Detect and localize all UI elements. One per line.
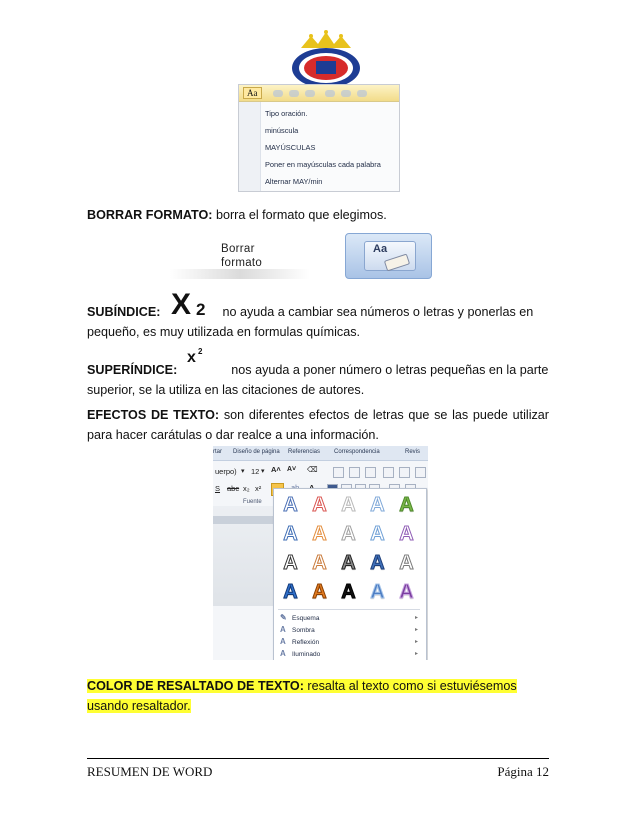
text-effect-style-option[interactable]: A: [370, 581, 385, 603]
color-resaltado-text-line1: resalta al texto como si estuviésemos: [307, 679, 517, 693]
shrink-font-icon[interactable]: A˅: [287, 466, 297, 473]
menu-item-capitalize-each-word[interactable]: Poner en mayúsculas cada palabra: [265, 160, 381, 169]
menu-item-sombra[interactable]: [278, 625, 422, 637]
text-effect-style-option[interactable]: A: [341, 552, 356, 574]
toolbar-blur-icon: [357, 90, 367, 97]
borrar-formato-label: BORRAR FORMATO:: [87, 208, 213, 222]
text-effect-style-option[interactable]: A: [399, 552, 414, 574]
borrar-formato-image-line2: formato: [221, 257, 263, 269]
underline-icon[interactable]: S: [215, 484, 221, 493]
text-effects-dropdown: [273, 488, 427, 660]
bullets-icon[interactable]: [333, 467, 344, 478]
borrar-formato-paragraph: [87, 205, 549, 225]
submenu-arrow-icon: ▸: [414, 615, 418, 621]
ribbon-tabs: [213, 446, 428, 461]
submenu-arrow-icon: ▸: [414, 627, 418, 633]
menu-item-lowercase[interactable]: minúscula: [265, 126, 299, 135]
superscript-icon-base: x: [187, 349, 196, 366]
submenu-arrow-icon: ▸: [414, 639, 418, 645]
text-effect-style-option[interactable]: A: [312, 581, 327, 603]
font-name-box[interactable]: uerpo): [215, 467, 237, 476]
toolbar-blur-icon: [273, 90, 283, 97]
subindice-text-line2: pequeño, es muy utilizada en formulas químicas.: [87, 325, 361, 339]
text-effect-style-option[interactable]: A: [341, 581, 356, 603]
text-effects-screenshot: [213, 446, 428, 660]
image-shadow: [170, 269, 310, 279]
change-case-menu: [238, 84, 400, 192]
menu-item-esquema[interactable]: [278, 613, 422, 625]
footer-title: RESUMEN DE WORD: [87, 764, 213, 779]
superindice-label: SUPERÍNDICE:: [87, 363, 178, 377]
subscript-icon-base: X: [171, 288, 192, 321]
text-effect-style-option[interactable]: A: [312, 552, 327, 574]
superscript-small-icon[interactable]: x²: [255, 484, 262, 493]
subindice-label: SUBÍNDICE:: [87, 305, 161, 319]
tab-insertar[interactable]: rtar: [213, 449, 222, 455]
numbering-icon[interactable]: [349, 467, 360, 478]
color-resaltado-label: COLOR DE RESALTADO DE TEXTO:: [87, 679, 304, 693]
toolbar-blur-icon: [341, 90, 351, 97]
subscript-small-icon[interactable]: x₂: [243, 484, 250, 493]
efectos-paragraph: [87, 405, 549, 445]
clear-format-icon[interactable]: ⌫: [307, 465, 318, 474]
tab-revisar[interactable]: Revis: [405, 449, 421, 455]
text-effect-style-option[interactable]: A: [341, 523, 356, 545]
borrar-formato-label-image: [209, 241, 291, 269]
menu-item-sentence-case[interactable]: Tipo oración.: [265, 109, 308, 118]
toolbar-blur-icon: [289, 90, 299, 97]
superindice-text-line1: nos ayuda a poner número o letras pequeñas en la parte: [231, 363, 549, 377]
decrease-indent-icon[interactable]: [383, 467, 394, 478]
menu-toolbar: [239, 85, 399, 102]
outline-icon: ✎: [280, 613, 287, 622]
increase-indent-icon[interactable]: [399, 467, 410, 478]
borrar-formato-image-line1: Borrar: [221, 243, 255, 255]
toolbar-blur-icon: [325, 90, 335, 97]
text-effects-gallery: [276, 491, 422, 609]
text-effect-style-option[interactable]: A: [370, 552, 385, 574]
superscript-icon-sup: 2: [198, 347, 203, 356]
text-effect-style-option[interactable]: A: [370, 494, 385, 516]
clear-formatting-icon-text: Aa: [373, 243, 388, 255]
dropdown-arrow-icon[interactable]: ▾: [241, 468, 245, 475]
page-number: Página 12: [497, 764, 549, 779]
grow-font-icon[interactable]: A˄: [271, 465, 281, 474]
subindice-paragraph: [87, 302, 549, 342]
text-effect-style-option[interactable]: A: [399, 494, 414, 516]
menu-item-label: Esquema: [292, 615, 320, 622]
efectos-label: EFECTOS DE TEXTO:: [87, 408, 220, 422]
subscript-icon-sub: 2: [196, 300, 206, 319]
menu-item-iluminado[interactable]: [278, 649, 422, 660]
superindice-text-line2: superior, se la utiliza en las citaciones de autores.: [87, 383, 365, 397]
text-effect-style-option[interactable]: A: [312, 523, 327, 545]
menu-item-uppercase[interactable]: MAYÚSCULAS: [265, 143, 316, 152]
school-crest-logo: [281, 30, 371, 90]
tab-diseno-pagina[interactable]: Diseño de página: [233, 449, 280, 455]
menu-item-reflexion[interactable]: [278, 637, 422, 649]
menu-item-label: Iluminado: [292, 651, 321, 658]
dropdown-arrow-icon[interactable]: ▾: [261, 468, 265, 475]
text-effect-style-option[interactable]: A: [283, 581, 298, 603]
subscript-icon: [171, 288, 213, 321]
text-effect-style-option[interactable]: A: [312, 494, 327, 516]
menu-item-label: Reflexión: [292, 639, 320, 646]
text-effect-style-option[interactable]: A: [399, 523, 414, 545]
menu-item-toggle-case[interactable]: Alternar MAY/min: [265, 177, 323, 186]
tab-correspondencia[interactable]: Correspondencia: [334, 449, 380, 455]
text-effect-style-option[interactable]: A: [370, 523, 385, 545]
glow-icon: A: [280, 649, 286, 658]
clear-formatting-icon: [364, 241, 416, 271]
text-effect-style-option[interactable]: A: [341, 494, 356, 516]
ribbon-row-font: [213, 462, 428, 482]
document-ruler: [213, 516, 275, 524]
color-resaltado-paragraph: [87, 676, 549, 716]
borrar-formato-text: borra el formato que elegimos.: [215, 208, 387, 222]
footer-divider: [87, 758, 549, 759]
font-group-label: Fuente: [243, 499, 262, 505]
text-effect-style-option[interactable]: A: [283, 523, 298, 545]
menu-item-label: Sombra: [292, 627, 315, 634]
menu-separator: [278, 609, 420, 610]
eraser-icon: [384, 254, 410, 272]
text-effect-style-option[interactable]: A: [399, 581, 414, 603]
color-resaltado-text-line2: usando resaltador.: [87, 699, 191, 713]
text-effect-style-option[interactable]: A: [283, 494, 298, 516]
reflection-icon: A: [280, 637, 286, 646]
multilevel-list-icon[interactable]: [365, 467, 376, 478]
submenu-arrow-icon: ▸: [414, 651, 418, 657]
change-case-button[interactable]: Aa: [243, 87, 262, 99]
text-effect-style-option[interactable]: A: [283, 552, 298, 574]
sort-icon[interactable]: [415, 467, 426, 478]
tab-referencias[interactable]: Referencias: [288, 449, 321, 455]
strikethrough-icon[interactable]: abc: [227, 484, 240, 493]
menu-sidebar: [239, 102, 261, 191]
font-size-box[interactable]: 12: [251, 467, 260, 476]
clear-formatting-button-image: [345, 233, 432, 279]
superindice-paragraph: [87, 360, 549, 400]
subindice-text-line1: no ayuda a cambiar sea números o letras y ponerlas en: [222, 305, 534, 319]
superscript-icon: [186, 348, 210, 370]
shadow-icon: A: [280, 625, 286, 634]
toolbar-blur-icon: [305, 90, 315, 97]
efectos-text: son diferentes efectos de letras que se las puede utilizar para hacer carátulas o dar realce a una información.: [87, 408, 550, 442]
